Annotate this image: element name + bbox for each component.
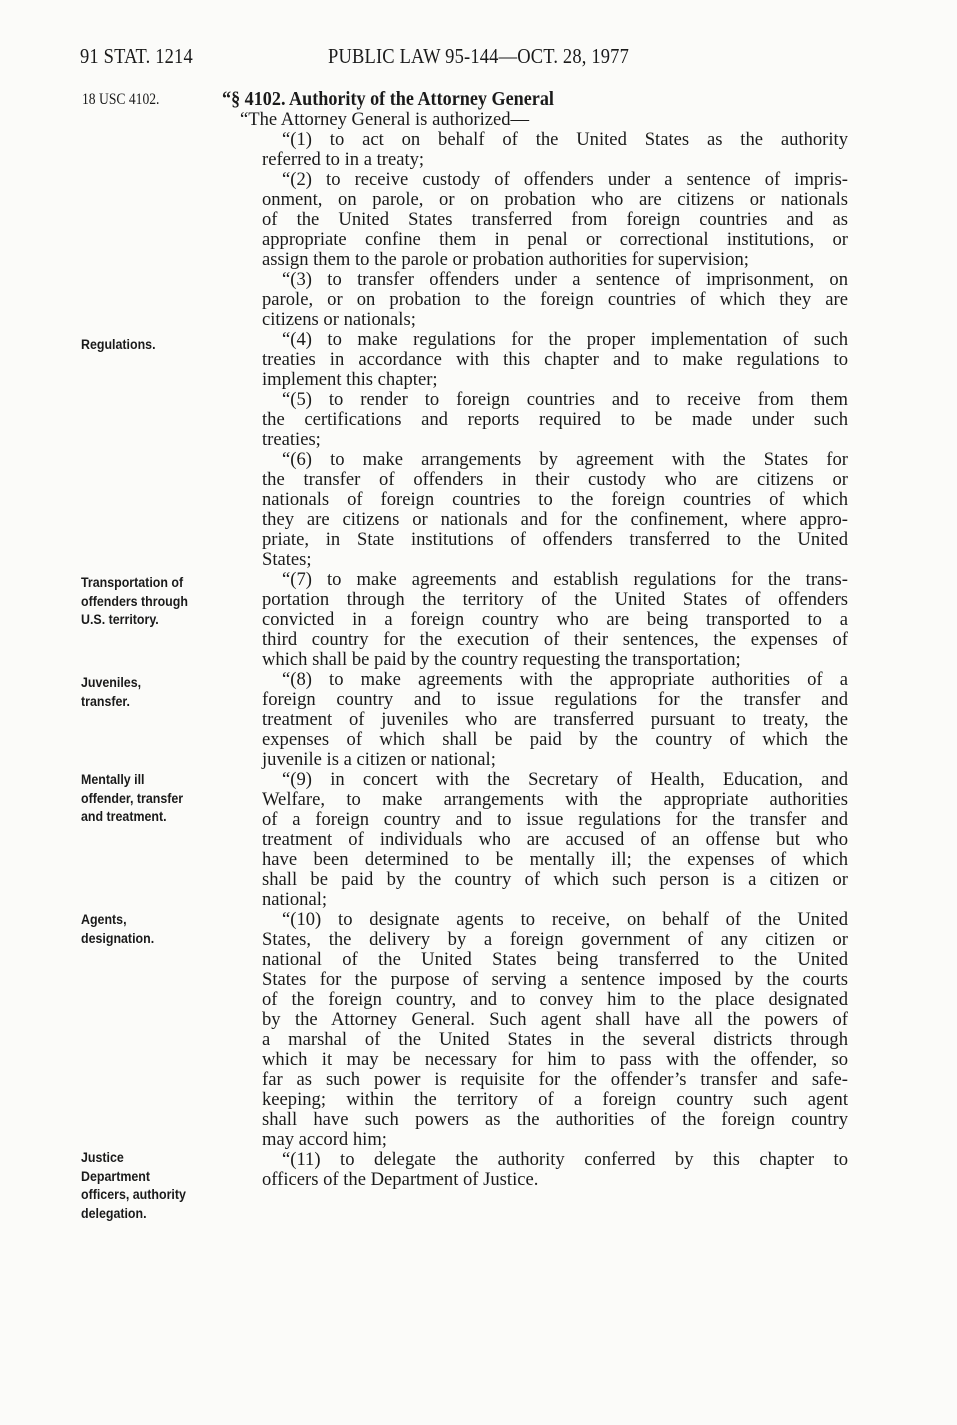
text-line: “(7) to make agreements and establish regulations for the trans- <box>282 569 848 590</box>
paragraph-1 <box>222 130 848 170</box>
section-body <box>222 90 848 1190</box>
running-title: PUBLIC LAW 95-144—OCT. 28, 1977 <box>328 44 630 68</box>
margin-note-line: U.S. territory. <box>81 612 159 627</box>
text-line: “(10) to designate agents to receive, on behalf of the United <box>282 909 848 930</box>
margin-note-line: delegation. <box>81 1205 147 1221</box>
text-line: States for the purpose of serving a sentence imposed by the courts <box>262 969 848 990</box>
text-line: which it may be necessary for him to pass with the offender, so <box>262 1049 848 1070</box>
paragraph-8 <box>222 670 848 770</box>
text-line: “(1) to act on behalf of the United States as the authority <box>282 129 848 150</box>
margin-note-line: Department <box>81 1168 151 1184</box>
margin-note-line: Juveniles, <box>81 675 142 690</box>
text-line: far as such power is requisite for the offender’s transfer and safe- <box>262 1069 848 1090</box>
margin-note-line: Mentally ill <box>81 772 145 787</box>
text-line: appropriate confine them in penal or correctional institutions, or <box>262 229 848 250</box>
text-line: by the Attorney General. Such agent shall have all the powers of <box>262 1009 848 1030</box>
text-line: “(9) in concert with the Secretary of Health, Education, and <box>282 769 848 790</box>
margin-note-usc: 18 USC 4102. <box>82 91 160 108</box>
text-line: third country for the execution of their sentences, the expenses of <box>262 629 848 650</box>
text-line: parole, or on probation to the foreign countries of which they are <box>262 289 848 310</box>
margin-note-line: designation. <box>81 930 155 946</box>
text-line: have been determined to be mentally ill; the expenses of which <box>262 849 848 870</box>
text-line: treatment of individuals who are accused of an offense but who <box>262 829 848 850</box>
paragraph-3 <box>222 270 848 330</box>
text-line: they are citizens or nationals and for the confinement, where appro- <box>262 509 848 530</box>
text-line: treaties in accordance with this chapter and to make regulations to <box>262 349 848 370</box>
text-line: of a foreign country and to issue regulations for the transfer and <box>262 809 848 830</box>
paragraph-5 <box>222 390 848 450</box>
text-line: national of the United States being transferred to the United <box>262 949 848 970</box>
margin-note-line: offenders through <box>81 593 188 609</box>
text-line: officers of the Department of Justice. <box>262 1169 539 1190</box>
section-heading: “§ 4102. Authority of the Attorney General <box>222 89 554 110</box>
paragraph-6 <box>222 450 848 570</box>
margin-note-line: Transportation of <box>81 575 184 590</box>
paragraph-2 <box>222 170 848 270</box>
text-line: “(6) to make arrangements by agreement with the States for <box>282 449 848 470</box>
paragraph-list <box>222 130 848 1190</box>
margin-note-agents <box>81 911 154 948</box>
text-line: shall have such powers as the authorities of the foreign country <box>262 1109 848 1130</box>
text-line: of the foreign country, and to convey him to the place designated <box>262 989 848 1010</box>
text-line: may accord him; <box>262 1129 387 1150</box>
text-line: the transfer of offenders in their custody who are citizens or <box>262 469 848 490</box>
text-line: “(5) to render to foreign countries and to receive from them <box>282 389 848 410</box>
text-line: shall be paid by the country of which such person is a citizen or <box>262 869 848 890</box>
margin-note-line: Justice <box>81 1150 124 1165</box>
margin-note-line: Regulations. <box>81 337 156 352</box>
text-line: a marshal of the United States in the several districts through <box>262 1029 848 1050</box>
text-line: priate, in State institutions of offenders transferred to the United <box>262 529 848 550</box>
text-line: juvenile is a citizen or national; <box>262 749 496 770</box>
margin-note-line: offender, transfer <box>81 790 184 806</box>
text-line: keeping; within the territory of a foreign country such agent <box>262 1089 848 1110</box>
text-line: which shall be paid by the country requesting the transportation; <box>262 649 741 670</box>
paragraph-10 <box>222 910 848 1150</box>
text-line: “(3) to transfer offenders under a sentence of imprisonment, on <box>282 269 848 290</box>
text-line: of the United States transferred from foreign countries and as <box>262 209 848 230</box>
text-line: Welfare, to make arrangements with the appropriate authorities <box>262 789 848 810</box>
text-line: “(11) to delegate the authority conferred by this chapter to <box>282 1149 848 1170</box>
text-line: implement this chapter; <box>262 369 438 390</box>
text-line: States, the delivery by a foreign government of any citizen or <box>262 929 848 950</box>
statute-page-number: 91 STAT. 1214 <box>80 44 193 68</box>
margin-note-justice <box>81 1149 186 1223</box>
paragraph-4 <box>222 330 848 390</box>
text-line: “(2) to receive custody of offenders under a sentence of impris- <box>282 169 848 190</box>
text-line: treaties; <box>262 429 321 450</box>
text-line: portation through the territory of the United States of offenders <box>262 589 848 610</box>
text-line: the certifications and reports required to be made under such <box>262 409 848 430</box>
margin-note-line: and treatment. <box>81 809 167 824</box>
text-line: expenses of which shall be paid by the country of which the <box>262 729 848 750</box>
text-line: onment, on parole, or on probation who are citizens or nationals <box>262 189 848 210</box>
text-line: States; <box>262 549 312 570</box>
margin-note-line: Agents, <box>81 912 127 927</box>
margin-note-line: officers, authority <box>81 1187 186 1202</box>
text-line: “(4) to make regulations for the proper implementation of such <box>282 329 848 350</box>
section-intro: “The Attorney General is authorized— <box>240 109 530 130</box>
paragraph-7 <box>222 570 848 670</box>
margin-note-juveniles <box>81 674 141 711</box>
margin-note-line: transfer. <box>81 693 131 709</box>
text-line: national; <box>262 889 328 910</box>
margin-note-mentally-ill <box>81 771 183 827</box>
text-line: treatment of juveniles who are transferred pursuant to treaty, the <box>262 709 848 730</box>
text-line: citizens or nationals; <box>262 309 416 330</box>
paragraph-9 <box>222 770 848 910</box>
text-line: “(8) to make agreements with the appropriate authorities of a <box>282 669 848 690</box>
text-line: convicted in a foreign country who are being transported to a <box>262 609 848 630</box>
text-line: referred to in a treaty; <box>262 149 425 170</box>
margin-note-transportation <box>81 574 188 630</box>
text-line: assign them to the parole or probation authorities for supervision; <box>262 249 749 270</box>
paragraph-11 <box>222 1150 848 1190</box>
margin-note-regulations <box>81 336 156 355</box>
text-line: foreign country and to issue regulations for the transfer and <box>262 689 848 710</box>
text-line: nationals of foreign countries to the foreign countries of which <box>262 489 848 510</box>
